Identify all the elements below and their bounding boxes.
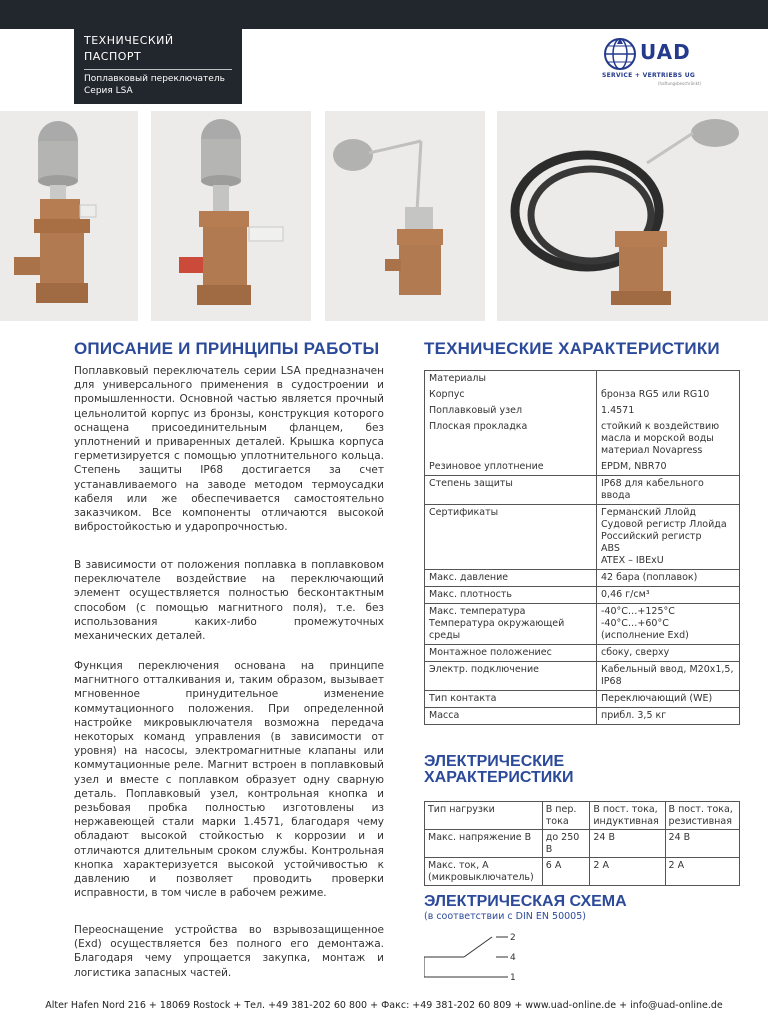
electrical-header-cell: В пер. тока: [542, 802, 590, 830]
spec-row-materials: [425, 371, 740, 388]
document-title-box: [74, 29, 242, 104]
spec-row: [425, 476, 740, 505]
spec-value: стойкий к воздействию масла и морской воды материал Novapress: [597, 419, 740, 459]
spec-key: Макс. температура Температура окружающей среды: [425, 604, 597, 645]
tech-heading: ТЕХНИЧЕСКИЕ ХАРАКТЕРИСТИКИ: [424, 339, 720, 358]
description-paragraph-3: Функция переключения основана на принципе магнитного отталкивания и, таким образом, вызывает мгновенное принудительное изменение коммутационного положения. При определенной настройке микровыключателя возможна передача некоторых команд управления (в зависимости от уровня) на насосы, электромагнитные клапаны или коммутационные реле. Магнит встроен в поплавковый узел и вместе с поплавком образует одну сварную деталь. Поплавковый узел, контрольная кнопка и резьбовая пробка полностью изготовлены из нержавеющей стали марки 1.4571, благодаря чему обладают высокой стойкостью к коррозии и и отличаются длительным сроком службы. Контрольная кнопка характеризуется высокой устойчивостью к давлению и позволяет проводить проверки исправности, в том числе в рабочем режиме.: [74, 660, 384, 900]
pin-4-label: 4: [510, 953, 516, 963]
subtitle-line-1: Поплавковый переключатель: [84, 74, 225, 84]
switch-diagram: [424, 925, 524, 983]
spec-key: Масса: [425, 708, 597, 725]
description-paragraph-4: Переоснащение устройства во взрывозащищенное (Exd) осуществляется без полного его демонтажа. Благодаря чему упрощается закупка, монтаж и логистика запасных частей.: [74, 924, 384, 979]
spec-value: прибл. 3,5 кг: [597, 708, 740, 725]
electrical-row: [425, 858, 740, 886]
electrical-cell: 2 А: [665, 858, 739, 886]
description-heading: ОПИСАНИЕ И ПРИНЦИПЫ РАБОТЫ: [74, 339, 380, 358]
electrical-header-cell: Тип нагрузки: [425, 802, 543, 830]
electrical-cell: 24 В: [590, 830, 665, 858]
spec-key: Тип контакта: [425, 691, 597, 708]
spec-row: [425, 662, 740, 691]
spec-value: 0,46 г/см³: [597, 587, 740, 604]
electrical-row: [425, 830, 740, 858]
electrical-cell: 24 В: [665, 830, 739, 858]
tech-spec-table: [424, 370, 740, 725]
description-paragraph-1: Поплавковый переключатель серии LSA предназначен для универсального применения в судостроении и промышленности. Основной частью является прочный цельнолитой корпус из бронзы, конструкция которого оснащена присоединительным фланцем, без уплотнений и приваренных деталей. Крышка корпуса герметизируется с помощью уплотнительного кольца. Степень защиты IP68 достигается за счет устанавливаемого на заводе методом термоусадки кабеля или же обеспечивается самостоятельно заказчиком. Все компоненты отличаются высокой вибростойкостью и ударопрочностью.: [74, 365, 384, 534]
spec-key: Корпус: [425, 387, 597, 403]
pin-1-label: 1: [510, 973, 516, 983]
product-photo-4: [497, 111, 768, 321]
footer-contacts: Alter Hafen Nord 216 + 18069 Rostock + Тел. +49 381-202 60 800 + Факс: +49 381-202 60 809 + www.uad-online.de + info@uad-online.de: [45, 1000, 723, 1011]
logo-wordmark: UAD: [640, 40, 691, 64]
spec-row: [425, 419, 740, 459]
product-photo-3: [325, 111, 485, 321]
spec-row: [425, 403, 740, 419]
logo-tagline: SERVICE + VERTRIEBS UG: [602, 72, 696, 79]
top-bar: [0, 0, 768, 29]
subtitle-line-2: Серия LSA: [84, 86, 133, 96]
spec-value: 1.4571: [597, 403, 740, 419]
electrical-header-row: [425, 802, 740, 830]
product-photo-1: [0, 111, 138, 321]
spec-row: [425, 570, 740, 587]
spec-row: [425, 708, 740, 725]
spec-value: IP68 для кабельного ввода: [597, 476, 740, 505]
electrical-header-cell: В пост. тока, резистивная: [665, 802, 739, 830]
spec-key: Плоская прокладка: [425, 419, 597, 459]
spec-value: EPDM, NBR70: [597, 459, 740, 476]
spec-key: Макс. давление: [425, 570, 597, 587]
spec-value: Германский Ллойд Судовой регистр Ллойда Российский регистр ABS ATEX – IBExU: [597, 505, 740, 570]
description-paragraph-2: В зависимости от положения поплавка в поплавковом переключателе воздействие на переключающий элемент осуществляется полностью бесконтактным способом (с помощью магнитного поля), т.е. без использования каких-либо промежуточных механических деталей.: [74, 559, 384, 643]
electrical-cell: до 250 В: [542, 830, 590, 858]
spec-key: Материалы: [425, 371, 597, 388]
spec-row: [425, 645, 740, 662]
electrical-cell: Макс. ток, А (микровыключатель): [425, 858, 543, 886]
spec-row: [425, 691, 740, 708]
spec-row: [425, 387, 740, 403]
uad-logo: [598, 36, 738, 88]
electrical-cell: 2 А: [590, 858, 665, 886]
spec-key: Макс. плотность: [425, 587, 597, 604]
electrical-heading: [424, 754, 574, 786]
electrical-header-cell: В пост. тока, индуктивная: [590, 802, 665, 830]
spec-row: [425, 505, 740, 570]
schema-heading: ЭЛЕКТРИЧЕСКАЯ СХЕМА: [424, 893, 627, 910]
spec-row: [425, 587, 740, 604]
spec-value: 42 бара (поплавок): [597, 570, 740, 587]
logo-small-text: (haftungsbeschränkt): [658, 81, 702, 86]
logo-globe-icon: [600, 36, 640, 72]
title-line-1: ТЕХНИЧЕСКИЙ: [84, 34, 174, 47]
electrical-heading-line-2: ХАРАКТЕРИСТИКИ: [424, 769, 574, 786]
spec-key: Резиновое уплотнение: [425, 459, 597, 476]
pin-2-label: 2: [510, 933, 516, 943]
spec-key: Сертификаты: [425, 505, 597, 570]
spec-key: Монтажное положениес: [425, 645, 597, 662]
electrical-heading-line-1: ЭЛЕКТРИЧЕСКИЕ: [424, 753, 565, 770]
electrical-cell: 6 А: [542, 858, 590, 886]
schema-subheading: (в соответствии с DIN EN 50005): [424, 911, 586, 922]
spec-value: [597, 371, 740, 388]
spec-key: Поплавковый узел: [425, 403, 597, 419]
spec-row: [425, 459, 740, 476]
title-line-2: ПАСПОРТ: [84, 50, 142, 63]
product-photo-2: [151, 111, 311, 321]
title-divider: [84, 69, 232, 70]
spec-value: бронза RG5 или RG10: [597, 387, 740, 403]
spec-value: сбоку, сверху: [597, 645, 740, 662]
electrical-table: [424, 801, 740, 886]
spec-value: Переключающий (WE): [597, 691, 740, 708]
spec-key: Электр. подключение: [425, 662, 597, 691]
spec-row: [425, 604, 740, 645]
spec-value: -40°C…+125°C -40°C…+60°C (исполнение Exd): [597, 604, 740, 645]
spec-key: Степень защиты: [425, 476, 597, 505]
electrical-cell: Макс. напряжение В: [425, 830, 543, 858]
spec-value: Кабельный ввод, M20x1,5, IP68: [597, 662, 740, 691]
